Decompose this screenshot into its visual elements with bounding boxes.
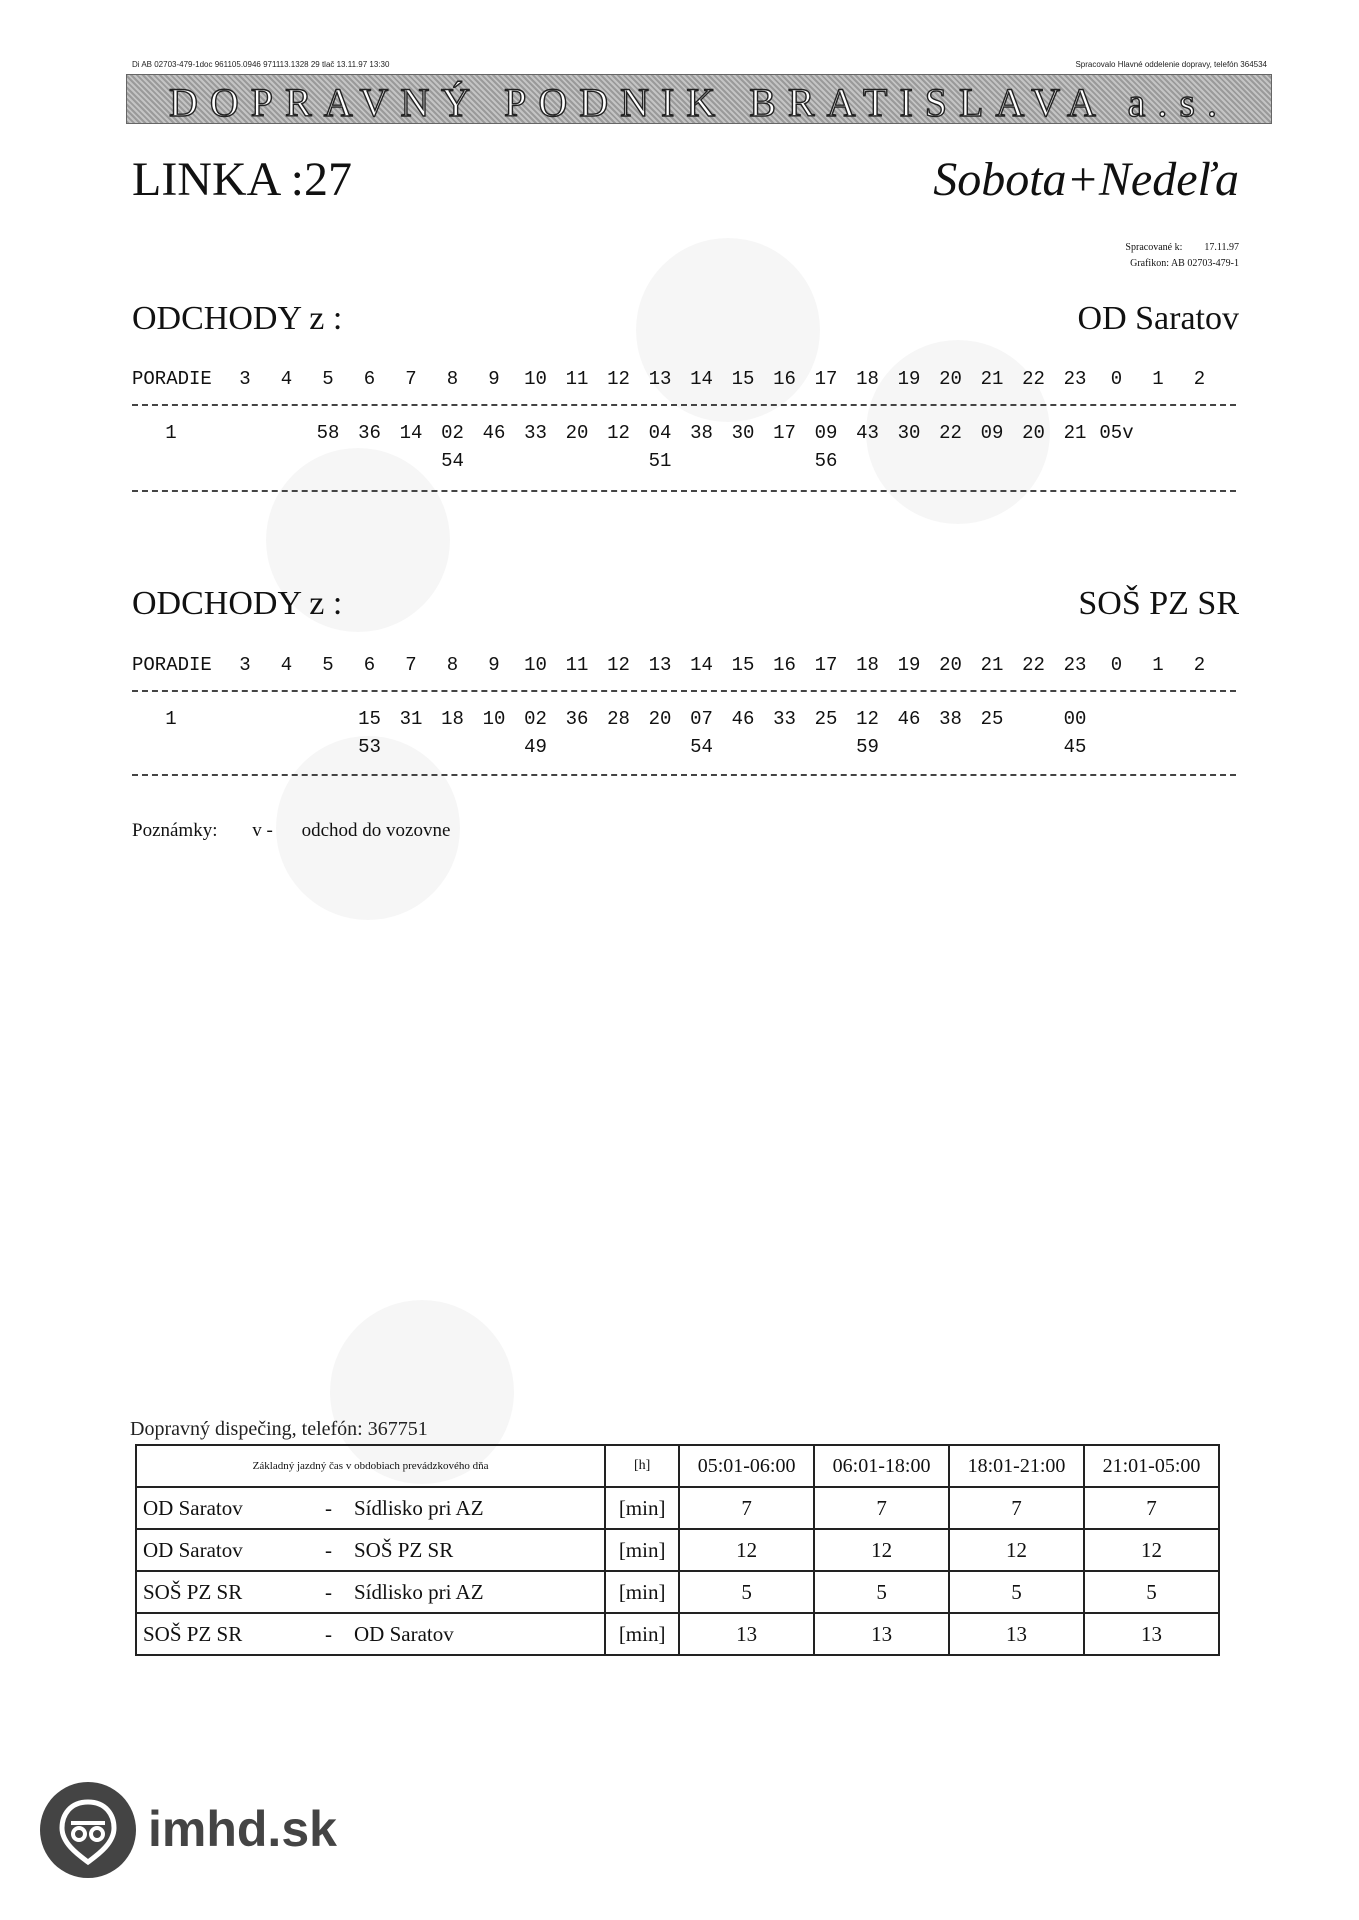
processed-date [1125, 242, 1239, 253]
departure-minute: 46 [482, 422, 506, 444]
departure-minute: 15 [358, 708, 381, 730]
departure-minute: 54 [441, 450, 464, 472]
departure-minute: 33 [773, 708, 796, 730]
hour-header: 23 [1063, 368, 1087, 390]
time-value: 7 [949, 1487, 1084, 1529]
hour-header: 12 [607, 368, 630, 390]
notes-label: Poznámky: [132, 820, 218, 841]
time-value: 13 [679, 1613, 814, 1655]
departure-row-minutes-second [132, 450, 1236, 474]
hour-header: 15 [731, 368, 755, 390]
departure-minute: 17 [773, 422, 796, 444]
departure-minute: 33 [524, 422, 547, 444]
route-from: SOŠ PZ SR [136, 1571, 319, 1613]
route-to-cell [319, 1571, 605, 1613]
departure-minute: 22 [939, 422, 962, 444]
route-from: OD Saratov [136, 1529, 319, 1571]
hour-header: 8 [446, 368, 459, 390]
hour-header: 22 [1022, 654, 1045, 676]
travel-time-table [135, 1444, 1220, 1656]
departure-minute: 53 [358, 736, 381, 758]
route-to-cell [319, 1487, 605, 1529]
departure-row-minutes [132, 708, 1236, 732]
hour-header: 3 [239, 654, 251, 676]
period-header: 06:01-18:00 [814, 1445, 949, 1487]
hour-header: 21 [980, 654, 1004, 676]
departure-minute: 25 [814, 708, 838, 730]
departure-minute: 49 [524, 736, 547, 758]
route-to: SOŠ PZ SR [354, 1537, 454, 1562]
hour-header: 14 [690, 368, 713, 390]
departure-minute: 02 [441, 422, 464, 444]
hour-header: 0 [1110, 654, 1123, 676]
departure-minute: 12 [856, 708, 879, 730]
departure-row-minutes [132, 422, 1236, 446]
departure-row-minutes-second [132, 736, 1236, 760]
divider [132, 774, 1236, 776]
departure-minute: 30 [731, 422, 755, 444]
departure-minute: 10 [482, 708, 506, 730]
hour-header: 6 [363, 654, 376, 676]
departure-minute: 54 [690, 736, 713, 758]
time-value: 12 [1084, 1529, 1219, 1571]
hour-header: 4 [280, 654, 293, 676]
notes [132, 820, 450, 842]
document-id-line: Di AB 02703-479-1doc 961105.0946 971113.1328 29 tlač 13.11.97 13:30 [132, 60, 390, 69]
hour-header: 18 [856, 368, 879, 390]
processed-label: Spracované k: [1125, 242, 1183, 253]
route-separator: - [325, 1495, 332, 1520]
divider [132, 690, 1236, 692]
time-value: 13 [949, 1613, 1084, 1655]
hour-header: 5 [322, 654, 334, 676]
route-to-cell [319, 1529, 605, 1571]
hour-header: 14 [690, 654, 713, 676]
departure-minute: 18 [441, 708, 464, 730]
hour-header: 16 [773, 654, 796, 676]
hour-header: 1 [1152, 368, 1164, 390]
departure-minute: 36 [358, 422, 381, 444]
hour-header: 20 [939, 654, 962, 676]
table-row [136, 1529, 1219, 1571]
hour-header: 19 [897, 654, 921, 676]
departure-minute: 51 [648, 450, 672, 472]
hour-header: 6 [363, 368, 376, 390]
divider [132, 490, 1236, 492]
hour-header: 2 [1193, 368, 1206, 390]
grafikon-label: Grafikon: [1130, 258, 1169, 269]
company-banner [126, 74, 1272, 124]
departure-minute: 07 [690, 708, 713, 730]
route-separator: - [325, 1537, 332, 1562]
departure-minute: 14 [399, 422, 423, 444]
hour-header: 21 [980, 368, 1004, 390]
hour-header: 4 [280, 368, 293, 390]
divider [132, 404, 1236, 406]
imhd-brand-text: imhd.sk [148, 1801, 337, 1857]
hour-header: 23 [1063, 654, 1087, 676]
departure-minute: 38 [690, 422, 713, 444]
route-to: Sídlisko pri AZ [354, 1579, 484, 1604]
period-header: 21:01-05:00 [1084, 1445, 1219, 1487]
hour-header: 10 [524, 654, 547, 676]
grafikon-value: AB 02703-479-1 [1170, 258, 1239, 269]
route-from: SOŠ PZ SR [136, 1613, 319, 1655]
time-value: 12 [679, 1529, 814, 1571]
route-to: OD Saratov [354, 1621, 454, 1646]
hour-header: 5 [322, 368, 334, 390]
order-number: 1 [165, 708, 177, 730]
time-value: 7 [1084, 1487, 1219, 1529]
hour-header: 7 [405, 368, 417, 390]
departure-minute: 20 [648, 708, 672, 730]
table-header-row [136, 1445, 1219, 1487]
unit: [min] [605, 1613, 679, 1655]
unit: [min] [605, 1571, 679, 1613]
time-value: 5 [679, 1571, 814, 1613]
notes-text: odchod do vozovne [301, 820, 451, 841]
departure-minute: 09 [980, 422, 1004, 444]
route-separator: - [325, 1579, 332, 1604]
stop-name: OD Saratov [1077, 300, 1239, 337]
watermark-circle [636, 238, 820, 422]
departure-minute: 59 [856, 736, 879, 758]
departure-minute: 31 [399, 708, 423, 730]
table-row [136, 1487, 1219, 1529]
dispatch-phone: Dopravný dispečing, telefón: 367751 [130, 1418, 428, 1440]
hour-header: 0 [1110, 368, 1123, 390]
hours-header-row [132, 654, 1236, 678]
period-header: 05:01-06:00 [679, 1445, 814, 1487]
hour-header: 13 [648, 654, 672, 676]
route-to: Sídlisko pri AZ [354, 1495, 484, 1520]
departure-minute: 38 [939, 708, 962, 730]
notes-symbol: v - [252, 820, 273, 841]
time-value: 12 [949, 1529, 1084, 1571]
time-value: 12 [814, 1529, 949, 1571]
departure-minute: 45 [1063, 736, 1087, 758]
unit: [min] [605, 1487, 679, 1529]
hour-header: 11 [565, 368, 589, 390]
bus-icon [40, 1782, 136, 1878]
departure-minute: 21 [1063, 422, 1087, 444]
hour-header: 11 [565, 654, 589, 676]
time-value: 5 [814, 1571, 949, 1613]
company-name: DOPRAVNÝ PODNIK BRATISLAVA a.s. [169, 80, 1229, 125]
time-value: 5 [949, 1571, 1084, 1613]
route-separator: - [325, 1621, 332, 1646]
departure-minute: 02 [524, 708, 547, 730]
departure-minute: 43 [856, 422, 879, 444]
departure-minute: 12 [607, 422, 630, 444]
departure-minute: 36 [565, 708, 589, 730]
hour-header: 7 [405, 654, 417, 676]
stop-name: SOŠ PZ SR [1078, 585, 1239, 622]
hour-header: 2 [1193, 654, 1206, 676]
departure-minute: 46 [897, 708, 921, 730]
hour-header: 19 [897, 368, 921, 390]
hour-header: 18 [856, 654, 879, 676]
departure-minute: 28 [607, 708, 630, 730]
time-value: 7 [814, 1487, 949, 1529]
hour-header: 9 [488, 654, 500, 676]
departure-minute: 30 [897, 422, 921, 444]
departure-minute: 58 [316, 422, 340, 444]
table-header-unit: [h] [605, 1445, 679, 1487]
hour-header: 13 [648, 368, 672, 390]
departure-minute: 09 [814, 422, 838, 444]
line-number: LINKA :27 [132, 153, 352, 206]
order-number: 1 [165, 422, 177, 444]
period-header: 18:01-21:00 [949, 1445, 1084, 1487]
imhd-logo-icon [40, 1782, 136, 1878]
hour-header: 17 [814, 368, 838, 390]
departures-heading: ODCHODY z : [132, 585, 343, 622]
departure-minute: 20 [565, 422, 589, 444]
departure-minute: 46 [731, 708, 755, 730]
table-header-label: Základný jazdný čas v obdobiach prevádzkového dňa [136, 1445, 605, 1487]
hour-header: 17 [814, 654, 838, 676]
departure-minute: 20 [1022, 422, 1045, 444]
departure-minute: 56 [814, 450, 838, 472]
route-from: OD Saratov [136, 1487, 319, 1529]
time-value: 7 [679, 1487, 814, 1529]
hour-header: 22 [1022, 368, 1045, 390]
table-row [136, 1571, 1219, 1613]
order-column-header: PORADIE [132, 654, 212, 676]
table-row [136, 1613, 1219, 1655]
route-to-cell [319, 1613, 605, 1655]
hours-header-row [132, 368, 1236, 392]
departure-minute: 05v [1099, 422, 1134, 444]
hour-header: 15 [731, 654, 755, 676]
service-days: Sobota+Nedeľa [933, 153, 1239, 206]
hour-header: 10 [524, 368, 547, 390]
hour-header: 20 [939, 368, 962, 390]
hour-header: 1 [1152, 654, 1164, 676]
hour-header: 12 [607, 654, 630, 676]
departures-heading: ODCHODY z : [132, 300, 343, 337]
time-value: 13 [1084, 1613, 1219, 1655]
departure-minute: 04 [648, 422, 672, 444]
processed-value: 17.11.97 [1204, 242, 1239, 253]
hour-header: 9 [488, 368, 500, 390]
departure-minute: 25 [980, 708, 1004, 730]
unit: [min] [605, 1529, 679, 1571]
time-value: 5 [1084, 1571, 1219, 1613]
departure-minute: 00 [1063, 708, 1087, 730]
order-column-header: PORADIE [132, 368, 212, 390]
grafikon [1130, 258, 1239, 269]
time-value: 13 [814, 1613, 949, 1655]
processed-by-line: Spracovalo Hlavné oddelenie dopravy, telefón 364534 [1075, 60, 1267, 69]
hour-header: 16 [773, 368, 796, 390]
hour-header: 8 [446, 654, 459, 676]
hour-header: 3 [239, 368, 251, 390]
